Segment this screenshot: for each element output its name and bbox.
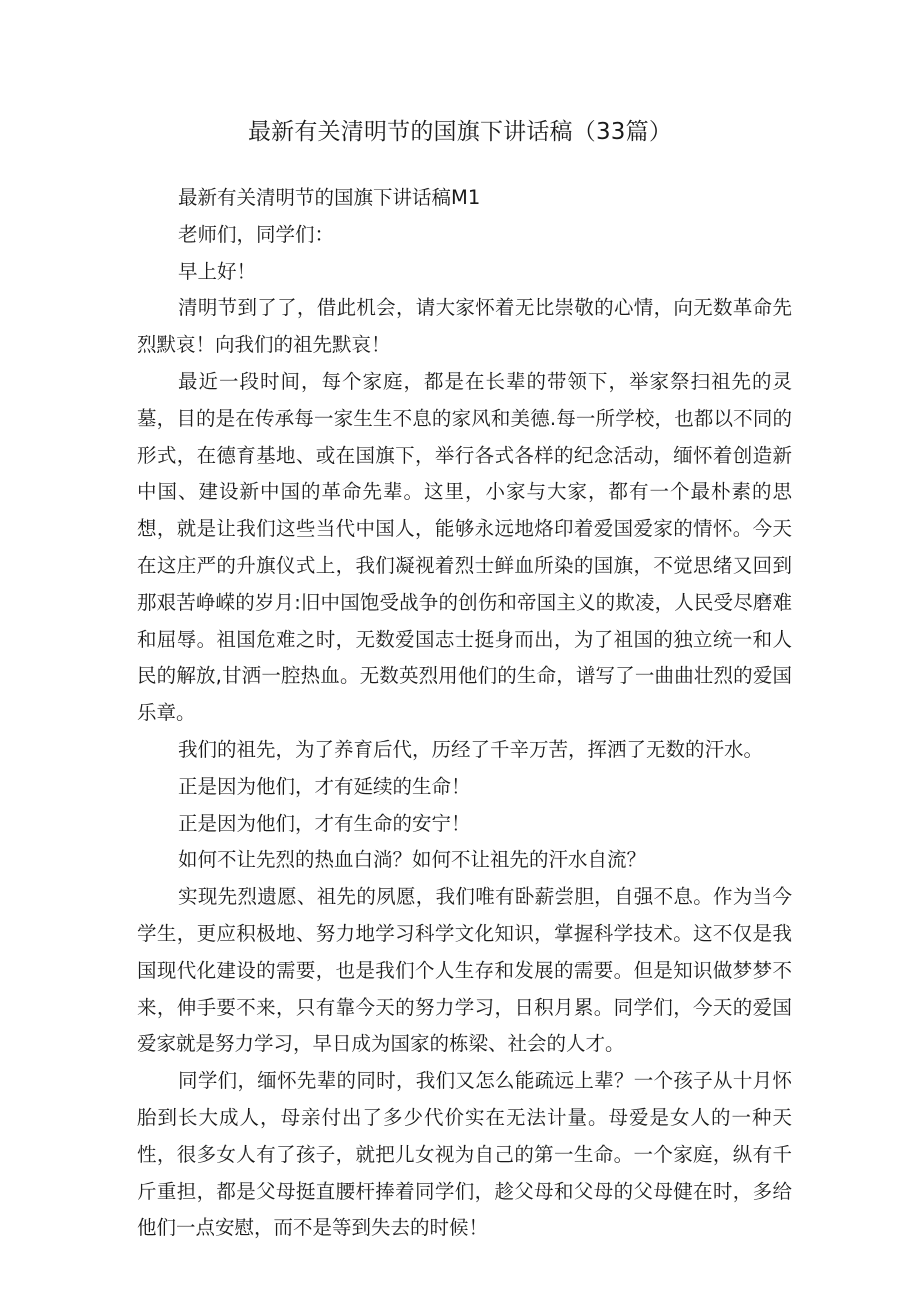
paragraph: 如何不让先烈的热血白淌？如何不让祖先的汗水自流？ — [178, 848, 647, 872]
paragraph: 我们的祖先，为了养育后代，历经了千辛万苦，挥洒了无数的汗水。 — [178, 737, 764, 761]
paragraph: 最近一段时间，每个家庭，都是在长辈的带领下，举家祭扫祖先的灵墓，目的是在传承每一家生生不息的家风和美德.每一所学校，也都以不同的形式，在德育基地、或在国旗下，举行各式各样的纪念活动，缅怀着创造新中国、建设新中国的革命先辈。这里，小家与大家，都有一个最朴素的思想，就是让我们这些当代中国人，能够永远地烙印着爱国爱家的情怀。今天在这庄严的升旗仪式上，我们凝视着烈士鲜血所染的国旗，不觉思绪又回到那艰苦峥嵘的岁月:旧中国饱受战争的创伤和帝国主义的欺凌，人民受尽磨难和屈辱。祖国危难之时，无数爱国志士挺身而出，为了祖国的独立统一和人民的解放,甘洒一腔热血。无数英烈用他们的生命，谱写了一曲曲壮烈的爱国乐章。 — [137, 369, 792, 725]
document-body — [137, 180, 792, 1247]
paragraph-subtitle: 最新有关清明节的国旗下讲话稿M1 — [178, 186, 481, 209]
paragraph-salutation: 老师们，同学们： — [178, 222, 335, 246]
paragraph: 正是因为他们，才有延续的生命！ — [178, 774, 471, 798]
paragraph: 实现先烈遗愿、祖先的夙愿，我们唯有卧薪尝胆，自强不息。作为当今学生，更应积极地、努力地学习科学文化知识，掌握科学技术。这不仅是我国现代化建设的需要，也是我们个人生存和发展的需要。但是知识做梦梦不来，伸手要不来，只有靠今天的努力学习，日积月累。同学们，今天的爱国爱家就是努力学习，早日成为国家的栋梁、社会的人才。 — [137, 885, 792, 1056]
document-title: 最新有关清明节的国旗下讲话稿（33篇） — [247, 119, 673, 145]
paragraph: 同学们，缅怀先辈的同时，我们又怎么能疏远上辈？一个孩子从十月怀胎到长大成人，母亲付出了多少代价实在无法计量。母爱是女人的一种天性，很多女人有了孩子，就把儿女视为自己的第一生命。一个家庭，纵有千斤重担，都是父母挺直腰杆捧着同学们，趁父母和父母的父母健在时，多给他们一点安慰，而不是等到失去的时候！ — [137, 1069, 792, 1240]
paragraph-greeting: 早上好！ — [178, 259, 257, 283]
paragraph: 正是因为他们，才有生命的安宁！ — [178, 811, 471, 835]
paragraph: 清明节到了了，借此机会，请大家怀着无比崇敬的心情，向无数革命先烈默哀！向我们的祖先默哀！ — [137, 296, 792, 357]
